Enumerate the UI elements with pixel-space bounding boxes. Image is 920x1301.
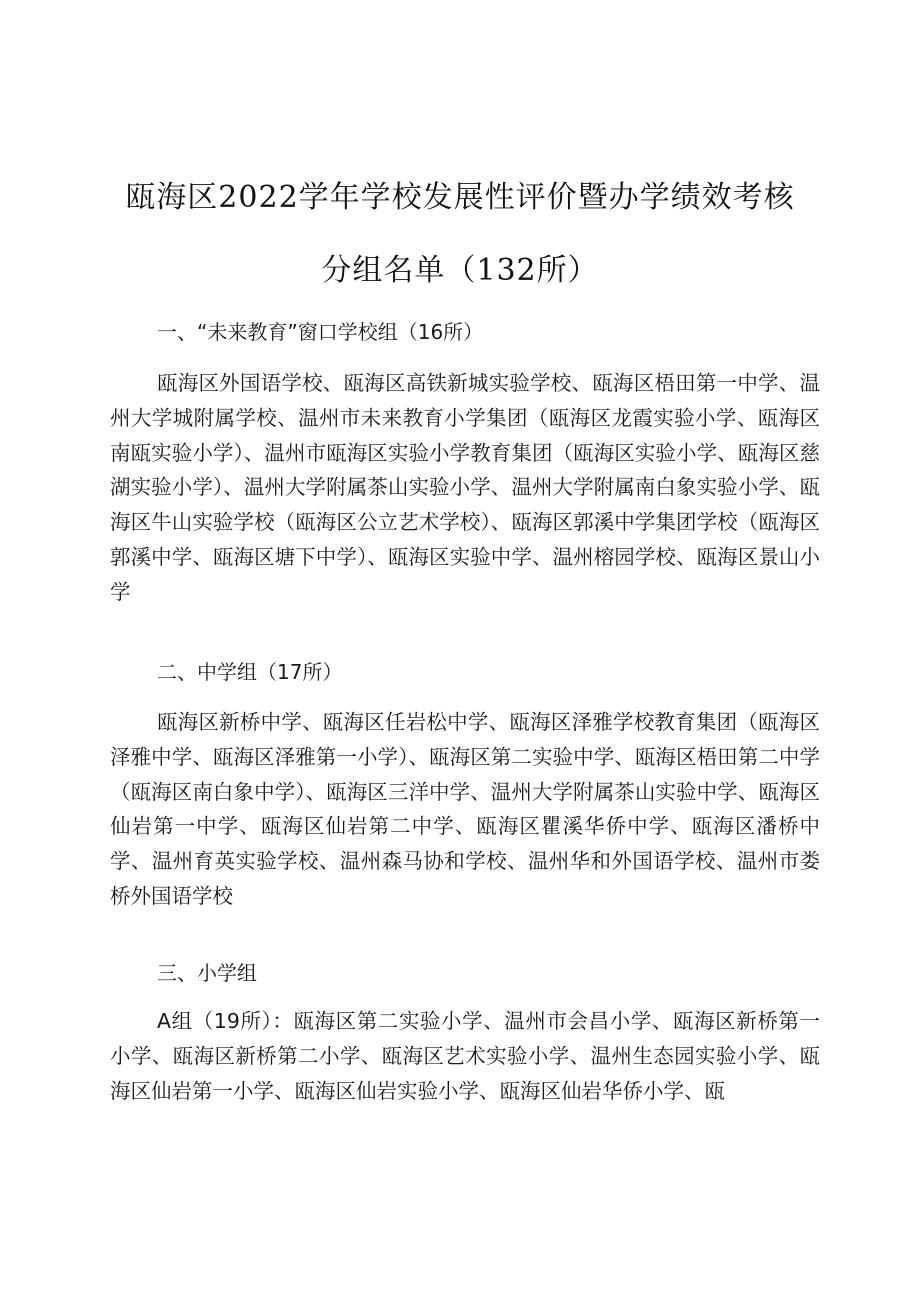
section-body-middle-school: 瓯海区新桥中学、瓯海区任岩松中学、瓯海区泽雅学校教育集团（瓯海区泽雅中学、瓯海区泽雅第一小学）、瓯海区第二实验中学、瓯海区梧田第二中学（瓯海区南白象中学）、瓯海区三洋中学、温州大学附属茶山实验中学、瓯海区仙岩第一中学、瓯海区仙岩第二中学、瓯海区瞿溪华侨中学、瓯海区潘桥中学、温州育英实验学校、温州森马协和学校、温州华和外国语学校、温州市娄桥外国语学校 — [110, 710, 820, 908]
document-title-line-2: 分组名单（132所） — [321, 253, 599, 288]
section-heading-future-education: 一、“未来教育”窗口学校组（16所） — [157, 320, 484, 344]
section-body-primary-school-group-a: A组（19所）：瓯海区第二实验小学、温州市会昌小学、瓯海区新桥第一小学、瓯海区新桥第二小学、瓯海区艺术实验小学、温州生态园实验小学、瓯海区仙岩第一小学、瓯海区仙岩实验小学、瓯海区仙岩华侨小学、瓯 — [110, 1009, 820, 1103]
section-body-future-education: 瓯海区外国语学校、瓯海区高铁新城实验学校、瓯海区梧田第一中学、温州大学城附属学校、温州市未来教育小学集团（瓯海区龙霞实验小学、瓯海区南瓯实验小学）、温州市瓯海区实验小学教育集团（瓯海区实验小学、瓯海区慈湖实验小学）、温州大学附属茶山实验小学、温州大学附属南白象实验小学、瓯海区牛山实验学校（瓯海区公立艺术学校）、瓯海区郭溪中学集团学校（瓯海区郭溪中学、瓯海区塘下中学）、瓯海区实验中学、温州榕园学校、瓯海区景山小学 — [110, 371, 820, 604]
section-heading-primary-school: 三、小学组 — [157, 961, 257, 985]
document-title-line-1: 瓯海区2022学年学校发展性评价暨办学绩效考核 — [125, 180, 795, 215]
section-heading-middle-school: 二、中学组（17所） — [157, 660, 343, 684]
